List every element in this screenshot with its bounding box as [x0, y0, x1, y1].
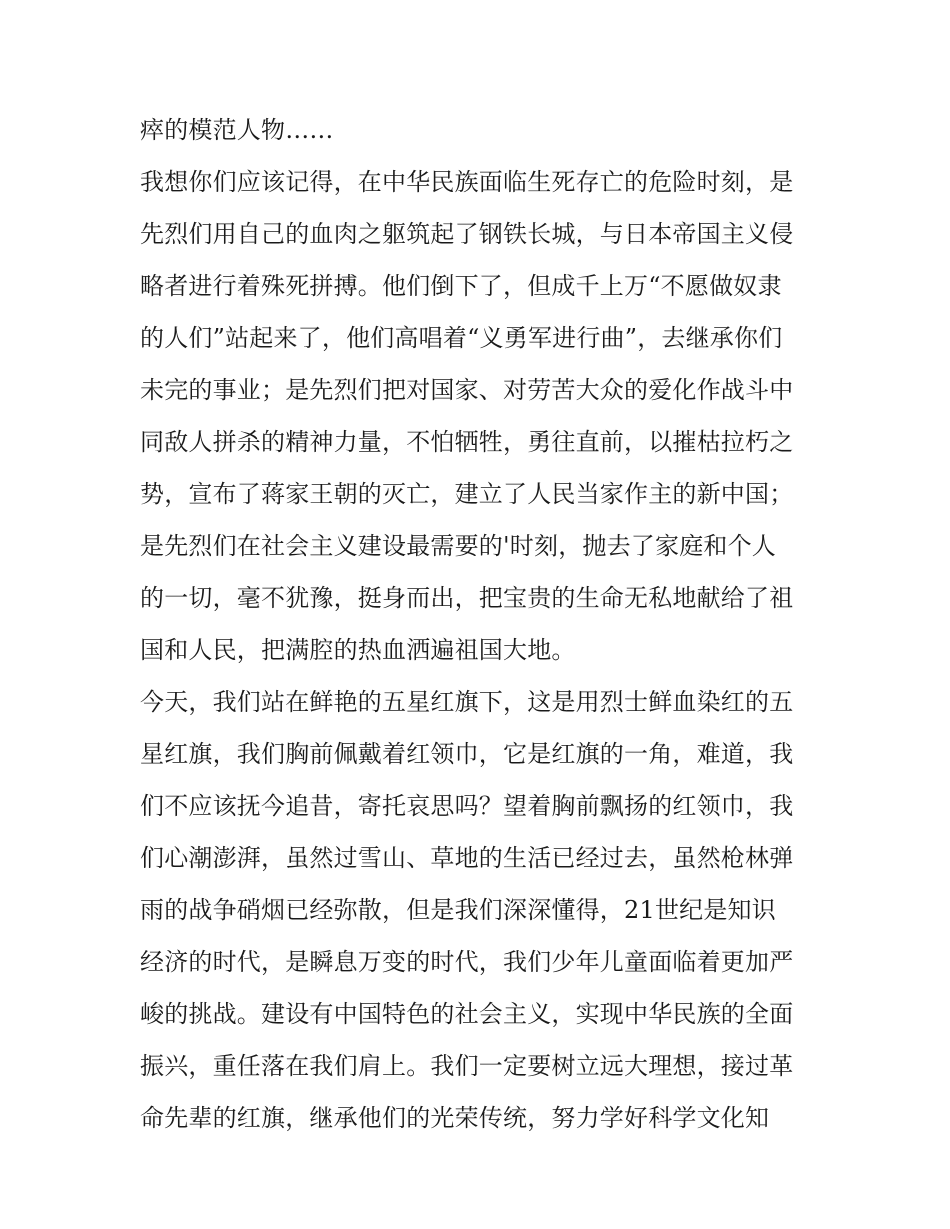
document-body: [140, 108, 816, 1148]
text-line: 们心潮澎湃，虽然过雪山、草地的生活已经过去，虽然枪林弹: [140, 844, 794, 872]
text-line: 的人们”站起来了，他们高唱着“义勇军进行曲”，去继承你们: [140, 324, 783, 352]
text-line: 我想你们应该记得，在中华民族面临生死存亡的危险时刻，是: [140, 168, 794, 196]
text-line: 是先烈们在社会主义建设最需要的'时刻，抛去了家庭和个人: [140, 532, 776, 560]
text-line: 略者进行着殊死拼搏。他们倒下了，但成千上万“不愿做奴隶: [140, 272, 782, 300]
text-line: 今天，我们站在鲜艳的五星红旗下，这是用烈士鲜血染红的五: [140, 688, 794, 716]
text-line: 先烈们用自己的血肉之躯筑起了钢铁长城，与日本帝国主义侵: [140, 220, 794, 248]
text-line: 瘁的模范人物……: [140, 116, 334, 144]
text-line: 振兴，重任落在我们肩上。我们一定要树立远大理想，接过革: [140, 1052, 794, 1080]
text-line: 们不应该抚今追昔，寄托哀思吗？望着胸前飘扬的红领巾，我: [140, 792, 794, 820]
text-line: 雨的战争硝烟已经弥散，但是我们深深懂得，21世纪是知识: [140, 896, 776, 924]
text-line: 势，宣布了蒋家王朝的灭亡，建立了人民当家作主的新中国；: [140, 480, 794, 508]
text-line: 星红旗，我们胸前佩戴着红领巾，它是红旗的一角，难道，我: [140, 740, 794, 768]
text-line: 国和人民，把满腔的热血洒遍祖国大地。: [140, 636, 576, 664]
text-line: 的一切，毫不犹豫，挺身而出，把宝贵的生命无私地献给了祖: [140, 584, 794, 612]
text-line: 命先辈的红旗，继承他们的光荣传统，努力学好科学文化知: [140, 1104, 770, 1132]
text-line: 峻的挑战。建设有中国特色的社会主义，实现中华民族的全面: [140, 1000, 794, 1028]
text-line: 同敌人拼杀的精神力量，不怕牺牲，勇往直前，以摧枯拉朽之: [140, 428, 794, 456]
text-line: 未完的事业；是先烈们把对国家、对劳苦大众的爱化作战斗中: [140, 376, 794, 404]
text-line: 经济的时代，是瞬息万变的时代，我们少年儿童面临着更加严: [140, 948, 794, 976]
